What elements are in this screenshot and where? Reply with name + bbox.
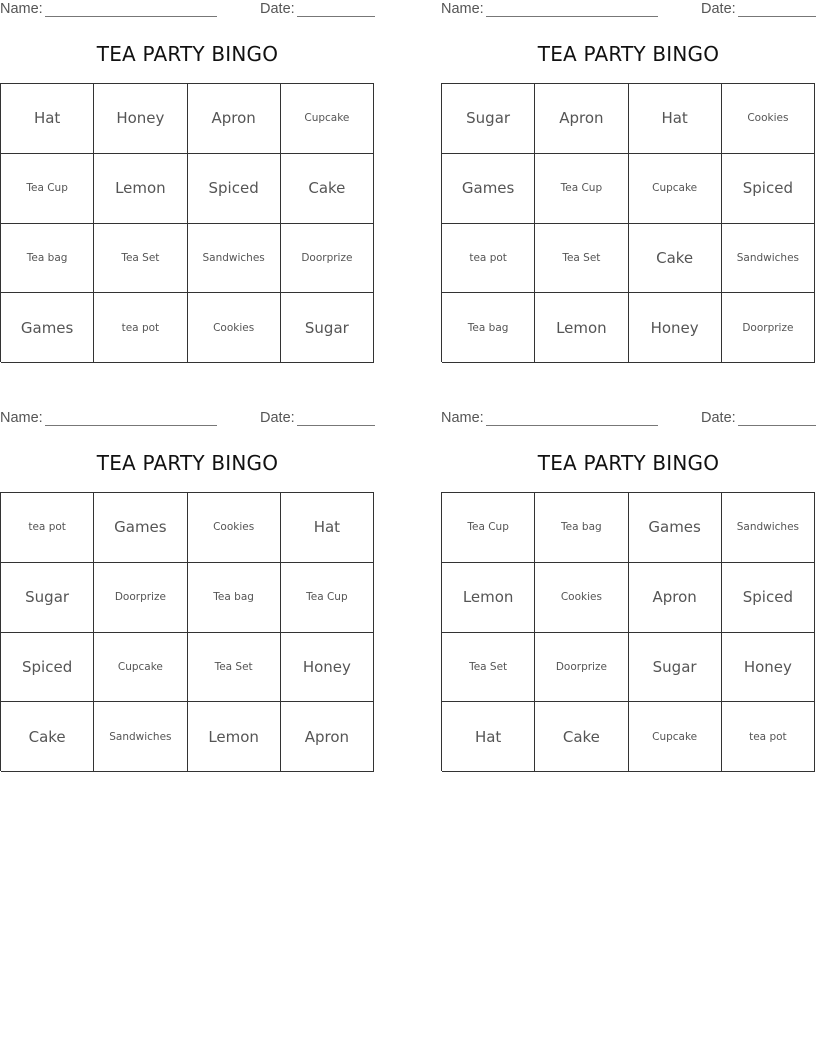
bingo-cell: Games bbox=[94, 493, 187, 563]
bingo-cell: Sugar bbox=[1, 563, 94, 633]
bingo-cell: Cookies bbox=[188, 493, 281, 563]
bingo-cell: Apron bbox=[629, 563, 722, 633]
bingo-cell: Spiced bbox=[188, 154, 281, 224]
bingo-cell: Doorprize bbox=[94, 563, 187, 633]
date-label: Date: bbox=[260, 410, 295, 426]
bingo-cell: Hat bbox=[442, 702, 535, 772]
bingo-cell: Cupcake bbox=[629, 154, 722, 224]
name-label: Name: bbox=[0, 410, 43, 426]
bingo-cell: Tea bag bbox=[535, 493, 628, 563]
bingo-cell: Lemon bbox=[94, 154, 187, 224]
bingo-cell: tea pot bbox=[442, 224, 535, 294]
bingo-cell: Games bbox=[1, 293, 94, 363]
card-header bbox=[0, 410, 375, 430]
card-title: TEA PARTY BINGO bbox=[96, 451, 279, 475]
bingo-cell: Games bbox=[629, 493, 722, 563]
bingo-cell: Cupcake bbox=[281, 84, 374, 154]
bingo-grid bbox=[0, 83, 374, 362]
bingo-cell: Apron bbox=[188, 84, 281, 154]
bingo-cell: Cookies bbox=[535, 563, 628, 633]
bingo-cell: Tea Set bbox=[94, 224, 187, 294]
bingo-grid bbox=[441, 83, 815, 362]
bingo-cell: Lemon bbox=[442, 563, 535, 633]
bingo-card-2 bbox=[441, 0, 816, 365]
bingo-cell: tea pot bbox=[94, 293, 187, 363]
bingo-cell: Spiced bbox=[722, 563, 815, 633]
bingo-cell: Sugar bbox=[442, 84, 535, 154]
bingo-cell: Sugar bbox=[281, 293, 374, 363]
bingo-cell: Sandwiches bbox=[722, 493, 815, 563]
bingo-grid bbox=[441, 492, 815, 771]
date-label: Date: bbox=[701, 1, 736, 17]
bingo-cell: Spiced bbox=[1, 633, 94, 703]
name-label: Name: bbox=[441, 410, 484, 426]
name-label: Name: bbox=[441, 1, 484, 17]
name-blank-line bbox=[45, 16, 217, 17]
date-blank-line bbox=[738, 425, 816, 426]
name-label: Name: bbox=[0, 1, 43, 17]
date-label: Date: bbox=[701, 410, 736, 426]
name-blank-line bbox=[486, 16, 658, 17]
card-header bbox=[0, 1, 375, 21]
bingo-cell: Cake bbox=[1, 702, 94, 772]
bingo-card-3 bbox=[0, 409, 375, 774]
bingo-card-1 bbox=[0, 0, 375, 365]
bingo-cell: Cake bbox=[281, 154, 374, 224]
bingo-cell: Cookies bbox=[188, 293, 281, 363]
date-blank-line bbox=[297, 425, 375, 426]
date-blank-line bbox=[738, 16, 816, 17]
bingo-cell: Tea bag bbox=[1, 224, 94, 294]
bingo-cell: Spiced bbox=[722, 154, 815, 224]
bingo-cell: Lemon bbox=[535, 293, 628, 363]
bingo-cell: Tea Set bbox=[535, 224, 628, 294]
bingo-cell: Cake bbox=[535, 702, 628, 772]
bingo-cell: Tea Set bbox=[442, 633, 535, 703]
bingo-cell: Honey bbox=[722, 633, 815, 703]
bingo-cell: Lemon bbox=[188, 702, 281, 772]
name-blank-line bbox=[45, 425, 217, 426]
card-title: TEA PARTY BINGO bbox=[96, 42, 279, 66]
bingo-cell: Doorprize bbox=[281, 224, 374, 294]
bingo-cell: Tea Cup bbox=[1, 154, 94, 224]
card-header bbox=[441, 410, 816, 430]
bingo-cell: Hat bbox=[1, 84, 94, 154]
bingo-cell: Apron bbox=[281, 702, 374, 772]
bingo-cell: Games bbox=[442, 154, 535, 224]
bingo-cell: Apron bbox=[535, 84, 628, 154]
bingo-cell: Honey bbox=[94, 84, 187, 154]
bingo-cell: Sandwiches bbox=[188, 224, 281, 294]
bingo-cell: Tea Cup bbox=[535, 154, 628, 224]
bingo-cell: Tea Set bbox=[188, 633, 281, 703]
date-blank-line bbox=[297, 16, 375, 17]
bingo-cell: Cupcake bbox=[94, 633, 187, 703]
name-blank-line bbox=[486, 425, 658, 426]
bingo-cell: Tea Cup bbox=[442, 493, 535, 563]
card-title: TEA PARTY BINGO bbox=[537, 42, 720, 66]
bingo-cell: Doorprize bbox=[722, 293, 815, 363]
card-header bbox=[441, 1, 816, 21]
bingo-cell: Doorprize bbox=[535, 633, 628, 703]
date-label: Date: bbox=[260, 1, 295, 17]
bingo-cell: Hat bbox=[281, 493, 374, 563]
bingo-cell: tea pot bbox=[722, 702, 815, 772]
bingo-cell: Cake bbox=[629, 224, 722, 294]
bingo-card-4 bbox=[441, 409, 816, 774]
bingo-cell: Tea Cup bbox=[281, 563, 374, 633]
bingo-grid bbox=[0, 492, 374, 771]
bingo-cell: Honey bbox=[629, 293, 722, 363]
bingo-cell: Sandwiches bbox=[722, 224, 815, 294]
bingo-cell: Tea bag bbox=[442, 293, 535, 363]
bingo-cell: tea pot bbox=[1, 493, 94, 563]
bingo-cell: Cupcake bbox=[629, 702, 722, 772]
bingo-cell: Tea bag bbox=[188, 563, 281, 633]
bingo-cell: Cookies bbox=[722, 84, 815, 154]
bingo-cell: Hat bbox=[629, 84, 722, 154]
bingo-cell: Honey bbox=[281, 633, 374, 703]
bingo-cell: Sugar bbox=[629, 633, 722, 703]
card-title: TEA PARTY BINGO bbox=[537, 451, 720, 475]
bingo-cell: Sandwiches bbox=[94, 702, 187, 772]
